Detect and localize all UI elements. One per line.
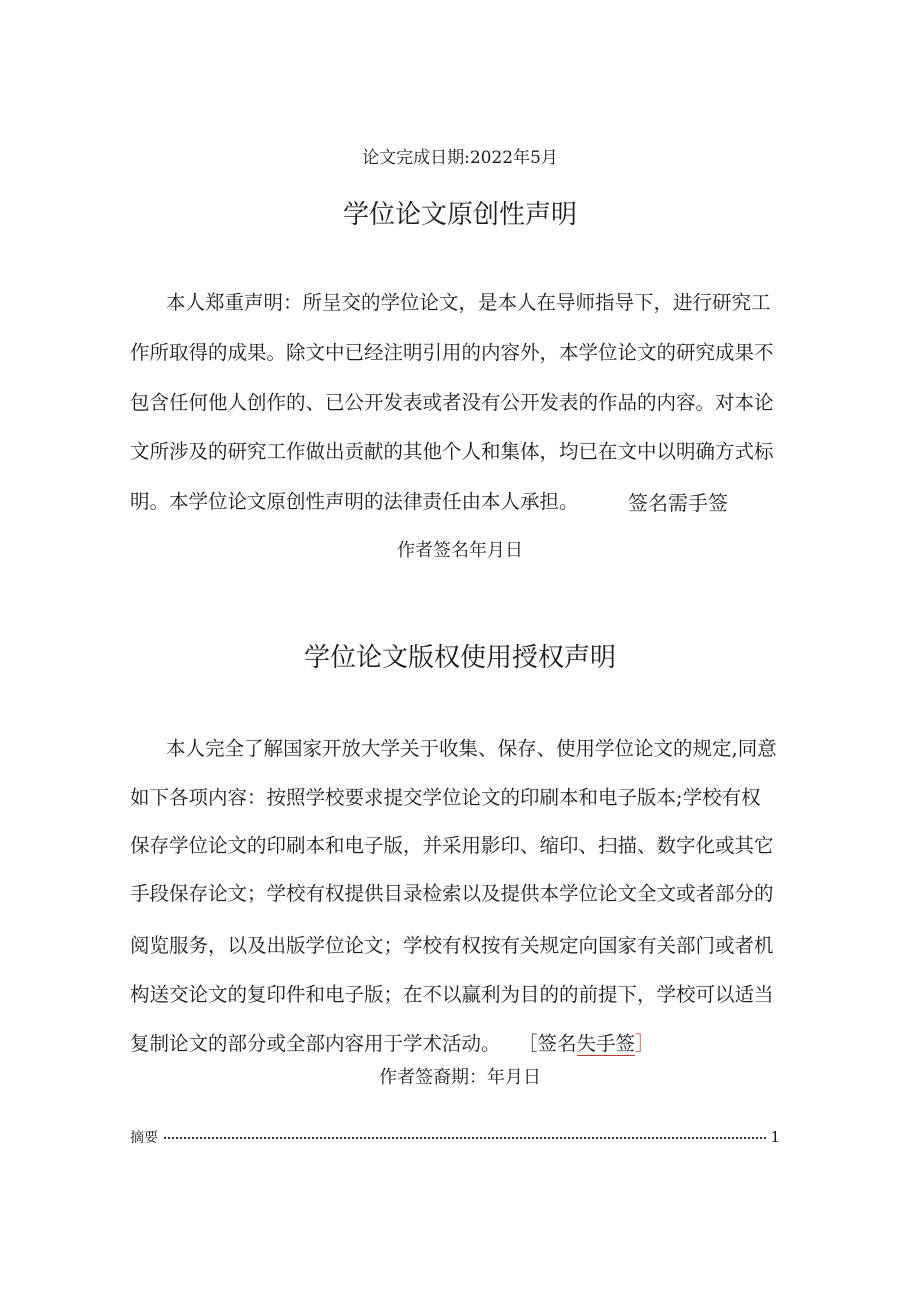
authorization-line-1: 本人完全了解国家开放大学关于收集、保存、使用学位论文的规定,同意: [166, 737, 777, 760]
toc-dot-leader: [164, 1137, 766, 1139]
authorization-title: 学位论文版权使用授权声明: [303, 643, 616, 673]
originality-line-2: 作所取得的成果。除文中已经注明引用的内容外，本学位论文的研究成果不: [130, 341, 774, 364]
completion-date: 论文完成日期:2022年5月: [362, 148, 558, 168]
authorization-line-7: 复制论文的部分或全部内容用于学术活动。: [130, 1032, 501, 1055]
toc-entry-abstract[interactable]: [130, 1127, 780, 1147]
signature-bracket-open: ［签名: [518, 1032, 577, 1055]
author-signature-date-line: 作者签裔期：年月日: [379, 1067, 541, 1088]
authorization-line-6: 构送交论文的复印件和电子版；在不以赢利为目的的前提下，学校可以适当: [130, 983, 774, 1006]
author-signature-line: 作者签名年月日: [397, 540, 523, 561]
originality-title: 学位论文原创性声明: [342, 200, 577, 230]
originality-line-4: 文所涉及的研究工作做出贡献的其他个人和集体，均已在文中以明确方式标: [130, 440, 774, 463]
signature-bracket-close: ］: [635, 1032, 655, 1055]
originality-line-3: 包含任何他人创作的、已公开发表或者没有公开发表的作品的内容。对本论: [130, 391, 774, 414]
signature-bracket-handwrite: 失手签: [576, 1032, 636, 1055]
originality-line-1: 本人郑重声明：所呈交的学位论文，是本人在导师指导下，进行研究工: [166, 291, 771, 314]
authorization-line-4: 手段保存论文；学校有权提供目录检索以及提供本学位论文全文或者部分的: [130, 882, 774, 905]
authorization-line-3: 保存学位论文的印刷本和电子版，并采用影印、缩印、扫描、数字化或其它: [130, 834, 774, 857]
signature-bracket-note: [518, 1030, 655, 1058]
toc-label: 摘要: [130, 1130, 158, 1146]
authorization-line-2: 如下各项内容：按照学校要求提交学位论文的印刷本和电子版本;学校有权: [130, 786, 761, 809]
authorization-line-5: 阅览服务，以及出版学位论文；学校有权按有关规定向国家有关部门或者机: [130, 934, 774, 957]
toc-page-number: 1: [770, 1128, 780, 1146]
originality-line-5: 明。本学位论文原创性声明的法律责任由本人承担。: [130, 490, 579, 513]
sign-required-note: 签名需手签: [628, 491, 728, 515]
